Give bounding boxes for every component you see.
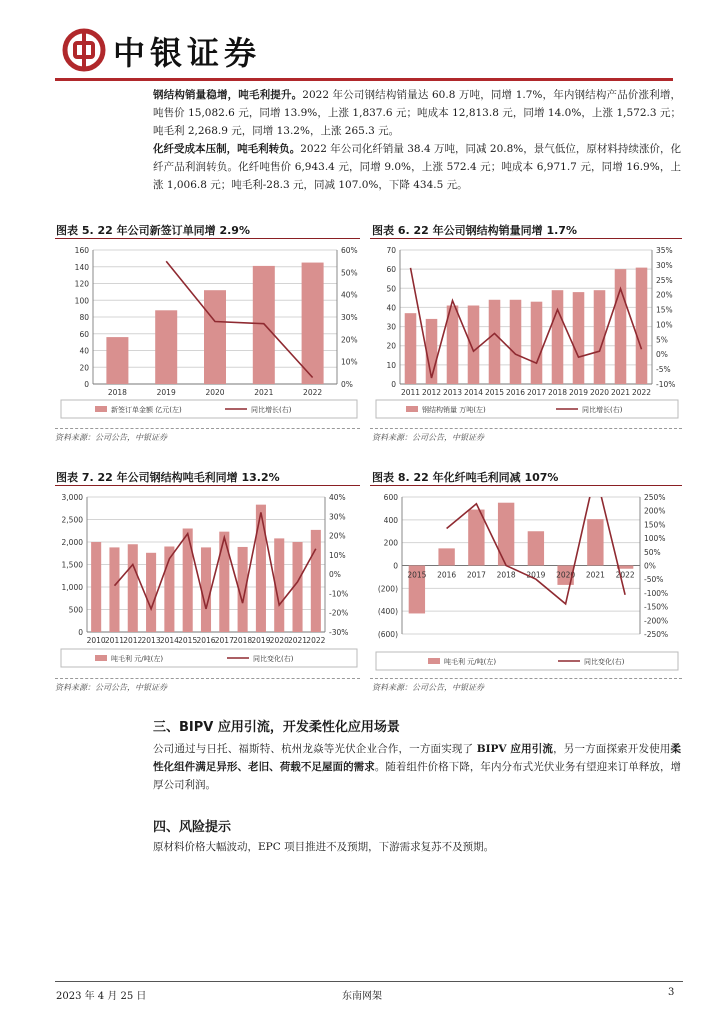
- footer-company: 东南网架: [342, 991, 382, 1002]
- chart8-title: 图表 8. 22 年化纤吨毛利同减 107%: [372, 471, 559, 484]
- chart6-left-tick-label: 70: [386, 246, 396, 255]
- chart7-x-tick-label: 2020: [269, 636, 289, 645]
- chart7-x-tick-label: 2016: [196, 636, 216, 645]
- chart8-source: 资料来源：公司公告，中银证券: [372, 683, 484, 692]
- chart6-bar: [405, 313, 417, 384]
- chart5-bar: [253, 266, 275, 384]
- paragraph-steel-lead: 钢结构销量稳增，吨毛利提升。: [153, 89, 303, 101]
- chart6-left-tick-label: 30: [386, 322, 396, 332]
- chart8-x-tick-label: 2019: [526, 570, 546, 580]
- chart5-bar: [155, 310, 177, 384]
- paragraph-fiber-body: 2022 年公司化纤销量 38.4 万吨，同减 20.8%，景气低位，原材料持续涨价，化纤产品利润转负。化纤吨售价 6,943.4 元，同增 9.0%，上涨 572.4 元；吨成本 6,971.7 元，同增 16.9%，上涨 1,006.8 元；吨毛利-28.3 元，同减 107.0%，下降 434.5 元。: [153, 143, 681, 191]
- chart6-bar: [552, 290, 564, 384]
- chart7-bar: [311, 530, 321, 632]
- chart7-right-tick-label: 30%: [329, 512, 346, 522]
- chart5-x-tick-label: 2018: [107, 388, 127, 397]
- chart6-left-tick-label: 20: [386, 341, 396, 351]
- chart6-bar: [510, 300, 522, 384]
- chart8-right-tick-label: 100%: [644, 534, 666, 544]
- section3-text-2: ，另一方面探索开发使用: [553, 743, 671, 755]
- chart6-bar: [531, 302, 543, 384]
- chart6-left-tick-label: 60: [386, 265, 396, 275]
- chart7-left-tick-label: 1,500: [61, 560, 83, 570]
- chart7-bar: [91, 542, 101, 632]
- chart7-right-tick-label: 10%: [329, 550, 346, 560]
- brand-name: 中银证券: [113, 34, 262, 72]
- chart6-left-tick-label: 10: [386, 360, 396, 370]
- paragraph-fiber: [153, 140, 681, 194]
- chart5-left-tick-label: 140: [74, 262, 89, 272]
- chart5-bar: [106, 337, 128, 384]
- chart5-right-tick-label: 40%: [341, 290, 358, 300]
- chart7-x-tick-label: 2021: [287, 636, 308, 645]
- chart8-x-tick-label: 2022: [615, 570, 635, 580]
- chart7-bar: [109, 547, 119, 632]
- chart8-right-tick-label: -250%: [644, 630, 669, 639]
- chart7-x-tick-label: 2015: [178, 636, 198, 645]
- chart7-x-tick-label: 2010: [86, 636, 106, 645]
- chart6-x-tick-label: 2013: [442, 388, 463, 397]
- chart8-bar: [528, 531, 544, 565]
- chart7-x-tick-label: 2017: [214, 636, 234, 645]
- chart5-left-tick-label: 60: [79, 329, 89, 339]
- chart8-source-rule: [370, 678, 682, 679]
- chart7-right-tick-label: -10%: [329, 589, 349, 599]
- chart7-x-tick-label: 2022: [306, 636, 326, 645]
- chart5-right-tick-label: 60%: [341, 246, 358, 255]
- section3-text-1: 公司通过与日托、福斯特、杭州龙焱等光伏企业合作，一方面实现了: [153, 743, 477, 755]
- chart7-bar: [146, 553, 156, 632]
- chart6-right-tick-label: 35%: [656, 246, 673, 255]
- chart7-bar: [256, 505, 266, 632]
- chart7-x-tick-label: 2011: [104, 636, 125, 645]
- chart8-x-tick-label: 2021: [585, 570, 605, 580]
- chart5-title-rule: [55, 238, 360, 239]
- chart7-x-tick-label: 2012: [123, 636, 143, 645]
- chart8-legend-bar-label: 吨毛利 元/吨(左): [444, 658, 497, 666]
- chart8-x-tick-label: 2017: [466, 570, 486, 580]
- chart8-x-tick-label: 2018: [496, 570, 516, 580]
- chart5-right-tick-label: 20%: [341, 335, 358, 345]
- chart5-x-tick-label: 2020: [205, 388, 225, 397]
- chart6-right-tick-label: 20%: [656, 290, 673, 300]
- chart7-source: 资料来源：公司公告，中银证券: [55, 683, 167, 692]
- chart5-left-tick-label: 80: [79, 313, 89, 322]
- chart7-right-tick-label: 20%: [329, 531, 346, 541]
- chart5-bar: [204, 290, 226, 384]
- chart7-source-rule: [55, 678, 360, 679]
- chart6-source: 资料来源：公司公告，中银证券: [372, 433, 484, 442]
- chart7-bar: [128, 544, 138, 632]
- chart5-line-series: [166, 261, 312, 377]
- chart5-bar: [302, 263, 324, 384]
- chart7-legend-line-label: 同比变化(右): [253, 655, 294, 663]
- chart6-x-tick-label: 2015: [484, 388, 505, 397]
- chart7-right-tick-label: -20%: [329, 608, 349, 618]
- chart5-left-tick-label: 160: [74, 246, 89, 255]
- chart8-right-tick-label: 50%: [644, 547, 661, 557]
- chart7-left-tick-label: 500: [68, 605, 83, 615]
- chart6-x-tick-label: 2018: [547, 388, 568, 397]
- chart6-bar: [489, 300, 501, 384]
- footer-date: 2023 年 4 月 25 日: [56, 991, 147, 1002]
- chart6: [370, 240, 684, 425]
- chart6-bar: [636, 268, 648, 384]
- footer-divider: [55, 981, 683, 982]
- chart6-right-tick-label: 15%: [656, 305, 673, 315]
- header-divider: [55, 78, 673, 81]
- chart5-right-tick-label: 10%: [341, 357, 358, 367]
- chart7-x-tick-label: 2014: [159, 636, 179, 645]
- report-header: [0, 0, 724, 84]
- chart6-right-tick-label: 0%: [656, 350, 668, 360]
- section3-text-3: 。随着组件价格下降，年内分布式光伏业务有望迎来订单释放，增厚公司利润。: [153, 761, 682, 791]
- chart8-right-tick-label: -150%: [644, 602, 669, 612]
- chart8-left-tick-label: (400): [377, 607, 398, 617]
- chart5-legend-bar-label: 新签订单金额 亿元(左): [111, 406, 182, 414]
- paragraph-steel-body: 2022 年公司钢结构销量达 60.8 万吨，同增 1.7%，年内钢结构产品价涨利增，吨售价 15,082.6 元，同增 13.9%，上涨 1,837.6 元；吨成本 12,813.8 元，同增 14.0%，上涨 1,572.3 元；吨毛利 2,268.9 元，同增 13.2%，上涨 265.3 元。: [153, 89, 681, 137]
- chart6-x-tick-label: 2020: [589, 388, 610, 397]
- chart6-x-tick-label: 2016: [505, 388, 526, 397]
- chart5-source-rule: [55, 428, 360, 429]
- section4-heading: 四、风险提示: [153, 820, 232, 835]
- chart8-bar: [468, 510, 484, 566]
- section3-bold-2: 柔性化组件满足异形、老旧、荷载不足屋面的需求: [153, 743, 682, 773]
- chart7-x-tick-label: 2018: [233, 636, 253, 645]
- chart6-line-series: [411, 268, 642, 378]
- chart6-x-tick-label: 2022: [631, 388, 652, 397]
- section3-heading: 三、BIPV 应用引流，开发柔性化应用场景: [153, 720, 400, 735]
- chart6-legend-bar-swatch: [406, 406, 418, 412]
- chart7-right-tick-label: -30%: [329, 628, 349, 637]
- paragraph-steel: [153, 86, 681, 140]
- chart6-x-tick-label: 2011: [400, 388, 421, 397]
- chart6-right-tick-label: -5%: [656, 365, 671, 375]
- chart8-right-tick-label: 0%: [644, 561, 656, 571]
- chart8-right-tick-label: 150%: [644, 520, 666, 530]
- chart7-bar: [183, 529, 193, 633]
- chart5-legend-line-label: 同比增长(右): [251, 406, 292, 414]
- bank-of-china-logo-icon: [62, 28, 106, 72]
- chart8-x-tick-label: 2020: [556, 570, 576, 580]
- chart5-left-tick-label: 0: [84, 380, 89, 389]
- chart8: [370, 487, 684, 672]
- chart7-left-tick-label: 2,000: [61, 538, 83, 547]
- chart6-right-tick-label: 30%: [656, 260, 673, 270]
- chart7-bar: [219, 532, 229, 632]
- chart7-line-series: [115, 512, 316, 609]
- section3-bold-1: BIPV 应用引流: [476, 743, 554, 755]
- chart6-x-tick-label: 2012: [421, 388, 442, 397]
- chart7-bar: [201, 547, 211, 632]
- chart5-right-tick-label: 30%: [341, 313, 358, 322]
- chart7-title-rule: [55, 485, 360, 486]
- chart8-bar: [587, 519, 603, 565]
- paragraph-fiber-lead: 化纤受成本压制，吨毛利转负。: [153, 143, 301, 155]
- chart8-title-rule: [370, 485, 682, 486]
- chart8-x-tick-label: 2015: [407, 570, 427, 580]
- chart8-legend-box: [376, 652, 678, 670]
- chart7-left-tick-label: 2,500: [61, 515, 83, 525]
- chart6-left-tick-label: 0: [391, 380, 396, 389]
- chart8-legend-bar-swatch: [428, 658, 440, 664]
- chart6-title-rule: [370, 238, 682, 239]
- chart6-right-tick-label: 5%: [656, 335, 668, 345]
- chart6-right-tick-label: 10%: [656, 320, 673, 330]
- section3-body: [153, 740, 681, 794]
- chart7-left-tick-label: 3,000: [61, 493, 83, 502]
- chart8-legend-line-label: 同比变化(右): [584, 658, 625, 666]
- chart8-right-tick-label: 250%: [644, 493, 666, 502]
- chart6-x-tick-label: 2021: [610, 388, 631, 397]
- chart6-left-tick-label: 40: [386, 303, 396, 313]
- chart8-right-tick-label: -50%: [644, 575, 664, 585]
- chart5-left-tick-label: 100: [74, 296, 89, 306]
- chart6-legend-line-label: 同比增长(右): [582, 406, 623, 414]
- chart8-left-tick-label: 400: [383, 515, 398, 525]
- chart6-left-tick-label: 50: [386, 284, 396, 294]
- chart7-right-tick-label: 0%: [329, 570, 341, 580]
- chart6-source-rule: [370, 428, 682, 429]
- chart8-left-tick-label: 200: [383, 538, 398, 548]
- chart8-right-tick-label: -100%: [644, 588, 669, 598]
- chart6-right-tick-label: -10%: [656, 380, 676, 389]
- chart5-left-tick-label: 40: [79, 346, 89, 356]
- chart8-bar: [438, 548, 454, 565]
- chart8-x-tick-label: 2016: [437, 570, 457, 580]
- chart7-x-tick-label: 2019: [251, 636, 271, 645]
- chart7-left-tick-label: 1,000: [61, 583, 83, 592]
- chart8-right-tick-label: 200%: [644, 506, 666, 516]
- chart5-source: 资料来源：公司公告，中银证券: [55, 433, 167, 442]
- chart5-x-tick-label: 2022: [303, 388, 323, 397]
- chart8-left-tick-label: (200): [377, 584, 398, 594]
- chart8-right-tick-label: -200%: [644, 616, 669, 626]
- chart7-legend-bar-swatch: [95, 655, 107, 661]
- chart6-x-tick-label: 2014: [463, 388, 484, 397]
- chart7-x-tick-label: 2013: [141, 636, 161, 645]
- chart5-x-tick-label: 2019: [156, 388, 176, 397]
- chart7-right-tick-label: 40%: [329, 493, 346, 502]
- chart5-title: 图表 5. 22 年公司新签订单同增 2.9%: [56, 224, 250, 237]
- chart5-left-tick-label: 20: [79, 363, 89, 373]
- footer-page-number: 3: [668, 987, 675, 998]
- chart5: [55, 240, 365, 425]
- chart6-legend-bar-label: 钢结构销量 万吨(左): [422, 406, 486, 414]
- chart5-right-tick-label: 50%: [341, 268, 358, 278]
- chart5-legend-bar-swatch: [95, 406, 107, 412]
- chart6-bar: [468, 306, 480, 384]
- chart7-left-tick-label: 0: [78, 628, 83, 637]
- chart8-left-tick-label: (600): [377, 630, 398, 639]
- chart5-right-tick-label: 0%: [341, 380, 353, 389]
- section4-body: 原材料价格大幅波动，EPC 项目推进不及预期，下游需求复苏不及预期。: [153, 841, 495, 853]
- chart7: [55, 487, 365, 672]
- chart6-right-tick-label: 25%: [656, 275, 673, 285]
- chart6-title: 图表 6. 22 年公司钢结构销量同增 1.7%: [372, 224, 577, 237]
- chart7-title: 图表 7. 22 年公司钢结构吨毛利同增 13.2%: [56, 471, 280, 484]
- chart8-bar: [498, 503, 514, 566]
- chart8-left-tick-label: 0: [393, 561, 398, 571]
- chart6-x-tick-label: 2017: [526, 388, 547, 397]
- chart7-legend-bar-label: 吨毛利 元/吨(左): [111, 655, 164, 663]
- chart6-x-tick-label: 2019: [568, 388, 589, 397]
- chart8-left-tick-label: 600: [383, 493, 398, 502]
- chart5-left-tick-label: 120: [74, 279, 89, 289]
- chart5-x-tick-label: 2021: [254, 388, 274, 397]
- chart6-bar: [573, 292, 585, 384]
